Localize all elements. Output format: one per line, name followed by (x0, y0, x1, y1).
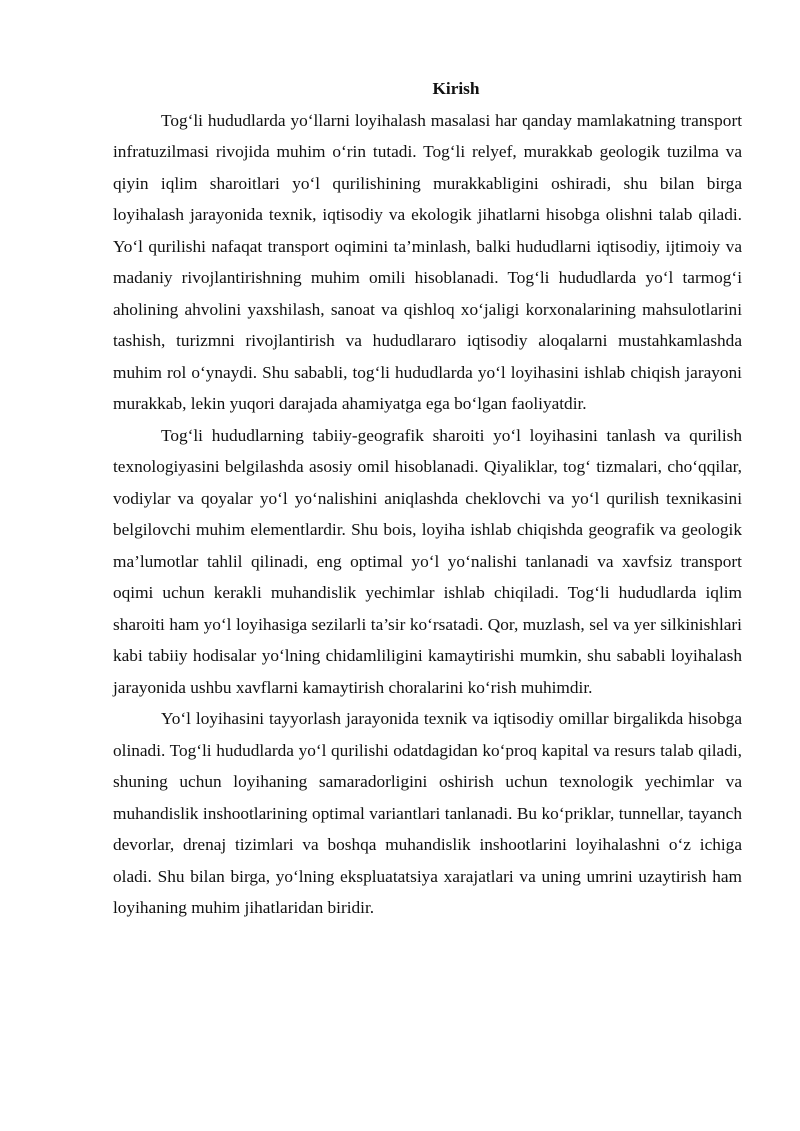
document-body (113, 73, 742, 924)
paragraph-3: Yo‘l loyihasini tayyorlash jarayonida texnik va iqtisodiy omillar birgalikda hisobga olinadi. Tog‘li hududlarda yo‘l qurilishi odatdagidan ko‘proq kapital va resurs talab qiladi, shuning uchun loyihaning samaradorligini oshirish uchun texnologik yechimlar va muhandislik inshootlarining optimal variantlari tanlanadi. Bu ko‘priklar, tunnellar, tayanch devorlar, drenaj tizimlari va boshqa muhandislik inshootlarini loyihalashni o‘z ichiga oladi. Shu bilan birga, yo‘lning ekspluatatsiya xarajatlari va uning umrini uzaytirish ham loyihaning muhim jihatlaridan biridir. (113, 709, 742, 917)
paragraph-1: Tog‘li hududlarda yo‘llarni loyihalash masalasi har qanday mamlakatning transport infratuzilmasi rivojida muhim o‘rin tutadi. Tog‘li relyef, murakkab geologik tuzilma va qiyin iqlim sharoitlari yo‘l qurilishining murakkabligini oshiradi, shu bilan birga loyihalash jarayonida texnik, iqtisodiy va ekologik jihatlarni hisobga olishni talab qiladi. Yo‘l qurilishi nafaqat transport oqimini ta’minlash, balki hududlarni iqtisodiy, ijtimoiy va madaniy rivojlantirishning muhim omili hisoblanadi. Tog‘li hududlarda yo‘l tarmog‘i aholining ahvolini yaxshilash, sanoat va qishloq xo‘jaligi korxonalarining mahsulotlarini tashish, turizmni rivojlantirish va hududlararo iqtisodiy aloqalarni mustahkamlashda muhim rol o‘ynaydi. Shu sababli, tog‘li hududlarda yo‘l loyihasini ishlab chiqish jarayoni murakkab, lekin yuqori darajada ahamiyatga ega bo‘lgan faoliyatdir. (113, 110, 742, 413)
paragraph-2: Tog‘li hududlarning tabiiy-geografik sharoiti yo‘l loyihasini tanlash va qurilish texnologiyasini belgilashda asosiy omil hisoblanadi. Qiyaliklar, tog‘ tizmalari, cho‘qqilar, vodiylar va qoyalar yo‘l yo‘nalishini aniqlashda cheklovchi va yo‘l qurilish texnikasini belgilovchi muhim elementlardir. Shu bois, loyiha ishlab chiqishda geografik va geologik ma’lumotlar tahlil qilinadi, eng optimal yo‘l yo‘nalishi tanlanadi va xavfsiz transport oqimi uchun kerakli muhandislik yechimlar ishlab chiqiladi. Tog‘li hududlarda iqlim sharoiti ham yo‘l loyihasiga sezilarli ta’sir ko‘rsatadi. Qor, muzlash, sel va yer silkinishlari kabi tabiiy hodisalar yo‘lning chidamliligini kamaytirishi mumkin, shu sababli loyihalash jarayonida ushbu xavflarni kamaytirish choralarini ko‘rish muhimdir. (113, 425, 742, 697)
section-heading: Kirish (432, 79, 480, 98)
